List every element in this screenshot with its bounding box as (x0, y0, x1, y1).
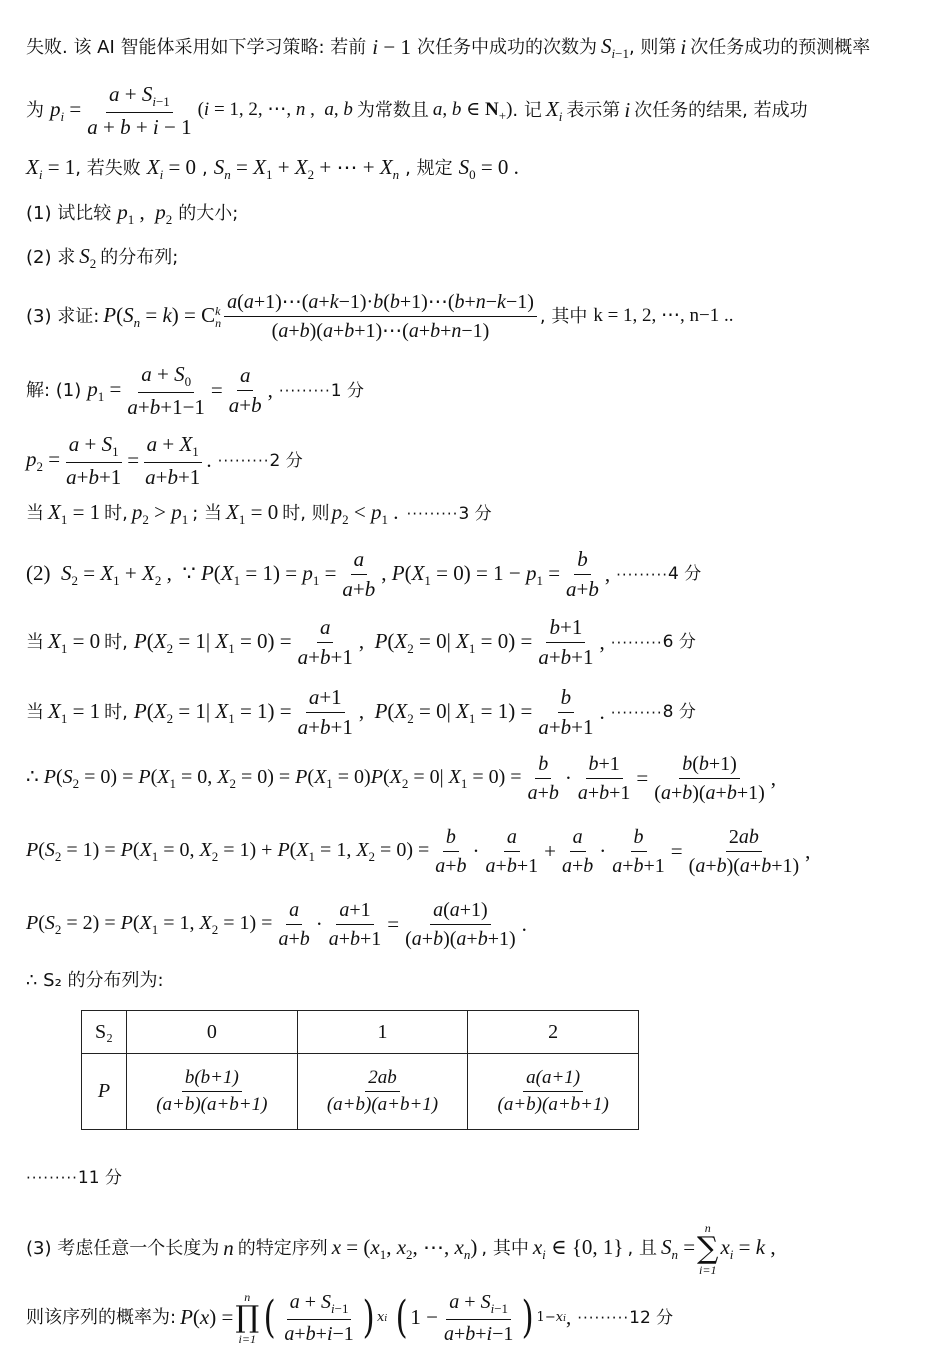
table-header-cell: 0 (127, 1011, 298, 1054)
solution-part2: (2) $S_2 = X_1 + X_2$ , ∵ $P(X_1 = 1) = p_1$ = $\frac{a}{a+b}$ , $P(X_1 = 0) = 1 - p_1$ = $\frac{b}{a+b}$ , ········· 4 分 (26, 547, 702, 602)
question-3: (3) 求证: $P(S_n = k) = C$ k n $\frac{a(a+1)\cdots(a+k-1)\cdot b(b+1)\cdots(b+n-k-1)}{(a+b)(a+b+1)\cdots(a+b+n-1)}$ , 其中 k = 1, 2, ⋯, n−1 .. (26, 291, 734, 342)
solution-s2-0: ∴ $P(S_2 = 0) = P(X_1 = 0$, $X_2 = 0) = P(X_1 = 0)P(X_2 = 0|$ $X_1 = 0$) = $\frac{b}{a+b}$ · $\frac{b+1}{a+b+1}$ = $\frac{b(b+1)}{(a+b)(a+b+1)}$ , (26, 753, 777, 804)
solution-s2-1: $P(S_2 = 1) = P(X_1 = 0$, $X_2 = 1) + P(X_1 = 1$, $X_2 = 0$) = $\frac{b}{a+b}$ · $\frac{a}{a+b+1}$ + $\frac{a}{a+b}$ · $\frac{b}{a+b+1}$ = $\frac{2ab}{(a+b)(a+b+1)}$ , (26, 826, 811, 877)
table-row (82, 1054, 639, 1130)
sequence-probability: 则该序列的概率为: P(x) = n ∏ i=1 ( $\frac{a + S_{i-1}}{a+b+i-1}$ ) xi ( 1 − $\frac{a + S_{i-1}}{a+b+i-1}$ ) 1−xi , ········· 12 分 (26, 1289, 674, 1346)
table-header-cell: S₂ (82, 1011, 127, 1054)
solution-x1-zero: 当 $X_1 = 0$ 时, $P(X_2 = 1|$ $X_1 = 0$) = $\frac{a}{a+b+1}$ , $P(X_2 = 0|$ $X_1 = 0$) = $\frac{b+1}{a+b+1}$ , ········· 6 分 (26, 615, 696, 670)
table-row-label: P (82, 1054, 127, 1130)
table-cell: $\frac{a(a+1)}{(a+b)(a+b+1)}$ (468, 1054, 639, 1130)
question-2: (2) 求 $S_2$ 的分布列; (26, 244, 179, 271)
problem-line-1: 失败. 该 AI 智能体采用如下学习策略: 若前 i − 1 次任务中成功的次数为 $S_{i-1}$ , 则第 i 次任务成功的预测概率 (26, 34, 871, 61)
table-cell: $\frac{2ab}{(a+b)(a+b+1)}$ (297, 1054, 468, 1130)
problem-line-3: $X_i = 1$ , 若失败 $X_i = 0$ , $S_n = X_1 + X_2$ + ⋯ + $X_n$ , 规定 $S_0 = 0$ . (26, 155, 519, 182)
question-1: (1) 试比较 $p_1$ , $p_2$ 的大小; (26, 200, 239, 227)
table-cell: $\frac{b(b+1)}{(a+b)(a+b+1)}$ (127, 1054, 298, 1130)
problem-line-2: 为 $p_i$ = $\frac{a + S_{i-1}}{a + b + i - 1}$ (i = 1, 2, ⋯, n , a, b 为常数且 a, b ∈ $N_+$) . 记 $X_i$ 表示第 i 次任务的结果, 若成功 (26, 82, 808, 139)
score-11: ········· 11 分 (26, 1168, 122, 1188)
distribution-title: ∴ S₂ 的分布列为: (26, 970, 164, 991)
solution-s2-2: $P(S_2 = 2) = P(X_1 = 1$, $X_2 = 1$) = $\frac{a}{a+b}$ · $\frac{a+1}{a+b+1}$ = $\frac{a(a+1)}{(a+b)(a+b+1)}$ . (26, 899, 527, 950)
distribution-table (81, 1010, 639, 1130)
prob-formula: $\frac{a + S_{i-1}}{a + b + i - 1}$ (87, 82, 192, 139)
table-header-cell: 2 (468, 1011, 639, 1054)
solution-part3: (3) 考虑任意一个长度为 n 的特定序列 $x = (x_1$, $x_2$, ⋯, $x_n$) , 其中 $x_i$ ∈ {0, 1} , 且 $S_n$ = n ∑ i=1 $x_i = k$ , (26, 1221, 776, 1277)
solution-p2: $p_2$ = $\frac{a + S_1}{a+b+1}$ = $\frac{a + X_1}{a+b+1}$ . ········· 2 分 (26, 432, 303, 489)
solution-compare: 当 $X_1 = 1$ 时, $p_2 > p_1$ ; 当 $X_1 = 0$ 时, 则 $p_2 < p_1$ . ········· 3 分 (26, 500, 492, 527)
solution-p1: 解: (1) $p_1$ = $\frac{a + S_0}{a+b+1-1}$ = $\frac{a}{a+b}$ , ········· 1 分 (26, 362, 365, 419)
table-header-row (82, 1011, 639, 1054)
solution-x1-one: 当 $X_1 = 1$ 时, $P(X_2 = 1|$ $X_1 = 1$) = $\frac{a+1}{a+b+1}$ , $P(X_2 = 0|$ $X_1 = 1$) = $\frac{b}{a+b+1}$ . ········· 8 分 (26, 685, 696, 740)
table-header-cell: 1 (297, 1011, 468, 1054)
